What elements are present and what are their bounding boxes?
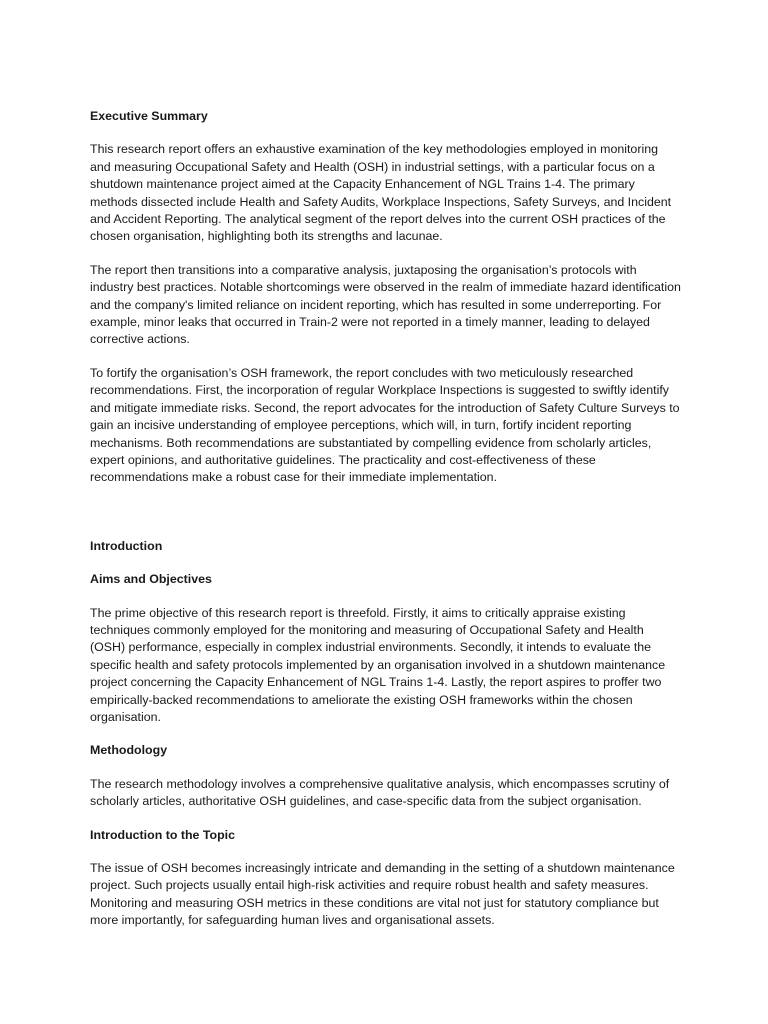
executive-summary-heading: Executive Summary [90, 109, 208, 123]
introduction-heading: Introduction [90, 538, 163, 553]
aims-paragraph: The prime objective of this research report is threefold. Firstly, it aims to critically appraise existing techniques commonly employed for the monitoring and measuring of Occupational Safety and Health (OSH) performance, especially in complex industrial environments. Secondly, it intends to evaluate the specific health and safety protocols implemented by an organisation involved in a shutdown maintenance project concerning the Capacity Enhancement of NGL Trains 1-4. Lastly, the report aspires to proffer two empirically-backed recommendations to ameliorate the existing OSH frameworks within the chosen organisation. [90, 605, 666, 724]
executive-summary-paragraph-1: This research report offers an exhaustive examination of the key methodologies employed in monitoring and measuring Occupational Safety and Health (OSH) in industrial settings, with a particular focus on a shutdown maintenance project aimed at the Capacity Enhancement of NGL Trains 1-4. The primary methods dissected include Health and Safety Audits, Workplace Inspections, Safety Surveys, and Incident and Accident Reporting. The analytical segment of the report delves into the current OSH practices of the chosen organisation, highlighting both its strengths and lacunae. [90, 142, 672, 244]
executive-summary-paragraph-3: To fortify the organisation’s OSH framework, the report concludes with two meticulously researched recommendations. First, the incorporation of regular Workplace Inspections is suggested to swiftly identify and mitigate immediate risks. Second, the report advocates for the introduction of Safety Culture Surveys to gain an incisive understanding of employee perceptions, which will, in turn, fortify incident reporting mechanisms. Both recommendations are substantiated by compelling evidence from scholarly articles, expert opinions, and authoritative guidelines. The practicality and cost-effectiveness of these recommendations make a robust case for their immediate implementation. [90, 365, 680, 485]
document-page [90, 108, 682, 930]
topic-intro-paragraph: The issue of OSH becomes increasingly intricate and demanding in the setting of a shutdown maintenance project. Such projects usually entail high-risk activities and require robust health and safety measures. Monitoring and measuring OSH metrics in these conditions are vital not just for statutory compliance but more importantly, for safeguarding human lives and organisational assets. [90, 861, 675, 928]
aims-heading: Aims and Objectives [90, 572, 212, 587]
methodology-paragraph: The research methodology involves a comprehensive qualitative analysis, which encompasses scrutiny of scholarly articles, authoritative OSH guidelines, and case-specific data from the subject organisation. [90, 776, 670, 809]
topic-intro-heading: Introduction to the Topic [90, 827, 235, 842]
executive-summary-paragraph-2: The report then transitions into a comparative analysis, juxtaposing the organisation’s protocols with industry best practices. Notable shortcomings were observed in the realm of immediate hazard identification and the company's limited reliance on incident reporting, which has resulted in some underreporting. For example, minor leaks that occurred in Train-2 were not reported in a timely manner, leading to delayed corrective actions. [90, 262, 681, 347]
methodology-heading: Methodology [90, 743, 168, 758]
